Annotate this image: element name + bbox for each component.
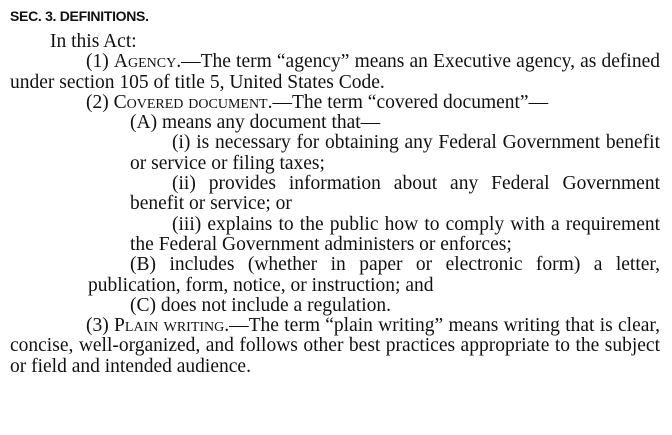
item-a-ii-label: (ii) <box>172 173 196 195</box>
item-b-label: (B) <box>130 254 156 276</box>
definition-1-text: .—The term “agency” means an Executive agency, as defined under section 105 of title 5, United States Code. <box>10 51 660 93</box>
definition-2-item-a-iii <box>10 215 660 256</box>
item-a-iii-text: explains to the public how to comply with a requirement the Federal Government administers or enforces; <box>130 213 661 255</box>
intro-text: In this Act: <box>50 31 137 52</box>
definition-1 <box>10 52 660 93</box>
item-a-label: (A) <box>130 112 158 134</box>
definition-2-term: Covered document <box>113 91 268 113</box>
item-a-i-text: is necessary for obtaining any Federal Government benefit or service or filing taxes; <box>130 132 661 174</box>
definition-2-item-a-ii <box>10 174 660 215</box>
definition-1-term: Agency <box>113 51 177 73</box>
definition-3-text: .—The term “plain writing” means writing that is clear, concise, well-organized, and follows other best practices appropriate to the subject or field and intended audience. <box>10 315 660 377</box>
item-c-text: does not include a regulation. <box>160 294 392 316</box>
definition-2-item-c <box>10 296 660 316</box>
definition-3 <box>10 316 660 377</box>
item-a-ii-text: provides information about any Federal Government benefit or service; or <box>130 173 660 215</box>
definition-3-term: Plain writing <box>114 315 225 337</box>
definition-2-item-b <box>10 255 660 296</box>
definition-2-item-a-i <box>10 133 660 174</box>
item-c-label: (C) <box>130 294 156 316</box>
definition-2 <box>10 93 660 113</box>
definition-2-text: .—The term “covered document”— <box>267 91 549 113</box>
item-a-i-label: (i) <box>172 132 191 154</box>
item-a-text: means any document that— <box>161 112 381 134</box>
item-a-iii-label: (iii) <box>172 213 202 235</box>
section-heading: SEC. 3. DEFINITIONS. <box>10 8 149 24</box>
definition-2-item-a <box>10 113 660 133</box>
definition-2-number: (2) <box>86 91 109 113</box>
item-b-text: includes (whether in paper or electronic form) a letter, publication, form, notice, or instruction; and <box>88 254 660 296</box>
definition-3-number: (3) <box>86 315 109 337</box>
definition-1-number: (1) <box>86 51 109 73</box>
